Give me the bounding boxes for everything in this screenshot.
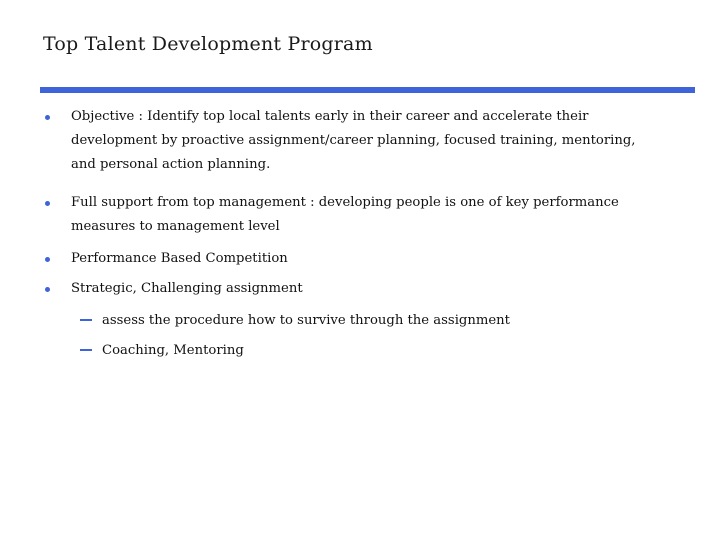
bullet-text: Strategic, Challenging assignment	[71, 281, 303, 296]
bullet-dot-icon	[45, 201, 50, 206]
slide-title: Top Talent Development Program	[43, 33, 373, 55]
bullet-text: Objective : Identify top local talents early in their career and accelerate their development by proactive assignment/career planning, focused training, mentoring, and personal action planning.	[71, 109, 636, 172]
dash-bullet-icon	[80, 319, 92, 321]
bullet-text: Performance Based Competition	[71, 251, 288, 266]
subitem-text: Coaching, Mentoring	[102, 343, 244, 358]
bullet-dot-icon	[45, 257, 50, 262]
title-divider	[40, 87, 695, 93]
subitem-text: assess the procedure how to survive through the assignment	[102, 313, 510, 328]
bullet-dot-icon	[45, 115, 50, 120]
dash-bullet-icon	[80, 349, 92, 351]
bullet-dot-icon	[45, 287, 50, 292]
bullet-text: Full support from top management : developing people is one of key performance measures to management level	[71, 195, 619, 234]
